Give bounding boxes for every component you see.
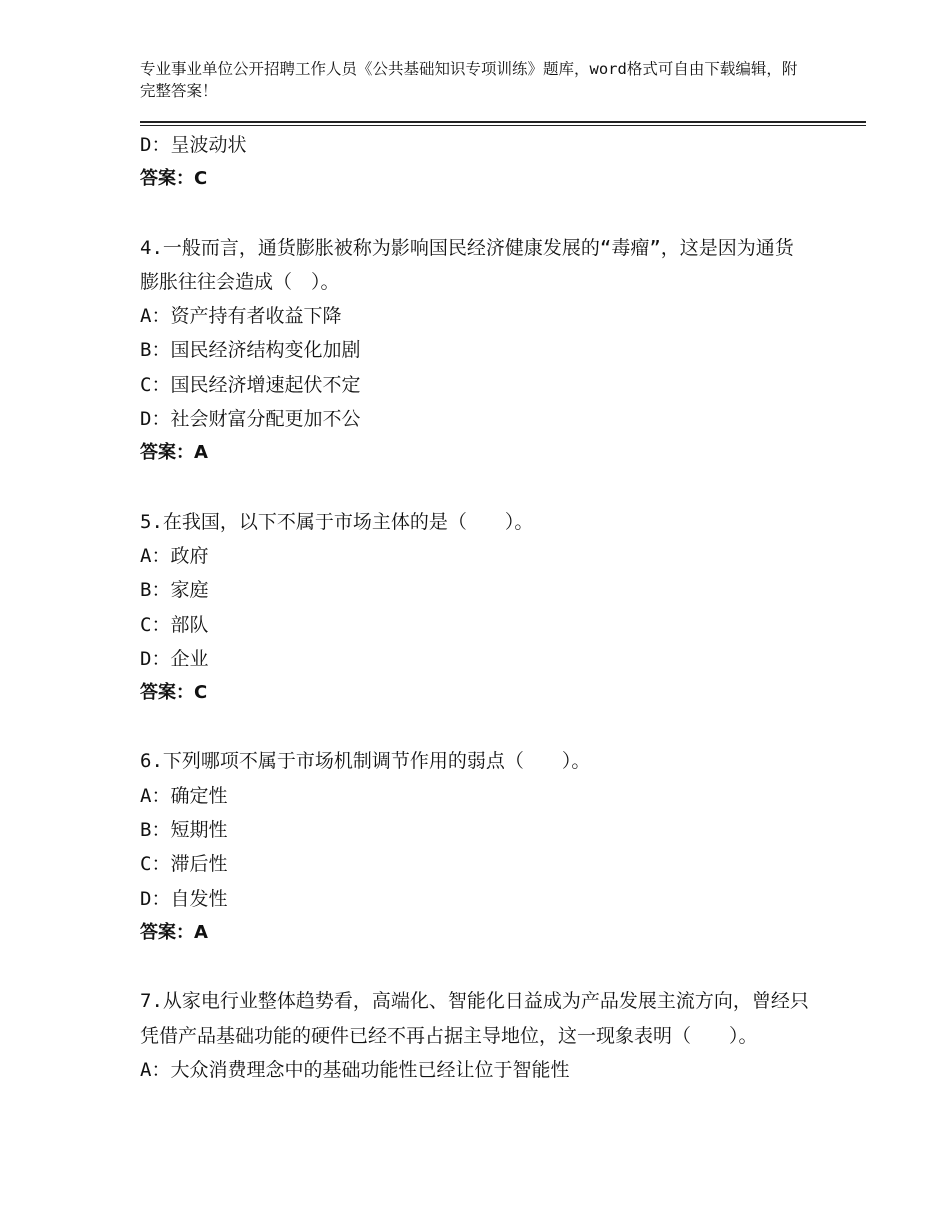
option-b: B：短期性 (140, 819, 228, 842)
option-d: D：企业 (140, 647, 209, 670)
option-a: A：资产持有者收益下降 (140, 305, 342, 328)
option-a: A：确定性 (140, 784, 228, 807)
option-a: A：大众消费理念中的基础功能性已经让位于智能性 (140, 1058, 570, 1081)
question-6 (140, 744, 810, 950)
header-divider-thick (140, 121, 866, 123)
question-7 (140, 984, 810, 1087)
answer-label: 答案：C (140, 682, 208, 704)
option-d: D：自发性 (140, 887, 228, 910)
answer-label: 答案：A (140, 442, 208, 464)
question-stem: 7.从家电行业整体趋势看，高端化、智能化日益成为产品发展主流方向，曾经只凭借产品基础功能的硬件已经不再占据主导地位，这一现象表明（ ）。 (140, 990, 809, 1047)
question-stem: 4.一般而言，通货膨胀被称为影响国民经济健康发展的“毒瘤”，这是因为通货膨胀往往会造成（ ）。 (140, 236, 794, 293)
option-b: B：国民经济结构变化加剧 (140, 339, 361, 362)
option-a: A：政府 (140, 544, 209, 567)
question-list (140, 128, 810, 1087)
answer-label: 答案：A (140, 921, 208, 943)
option-c: C：部队 (140, 613, 209, 636)
header-text: 专业事业单位公开招聘工作人员《公共基础知识专项训练》题库，word格式可自由下载编辑，附完整答案！ (140, 60, 798, 100)
page-header (140, 58, 810, 102)
option-d: D：社会财富分配更加不公 (140, 408, 361, 431)
option-c: C：国民经济增速起伏不定 (140, 373, 361, 396)
option-d: D：呈波动状 (140, 134, 247, 156)
option-c: C：滞后性 (140, 853, 228, 876)
question-5 (140, 505, 810, 711)
question-4 (140, 231, 810, 471)
question-stem: 5.在我国，以下不属于市场主体的是（ ）。 (140, 510, 534, 533)
answer-label: 答案：C (140, 168, 208, 190)
question-3-fragment (140, 128, 810, 197)
option-b: B：家庭 (140, 579, 209, 602)
question-stem: 6.下列哪项不属于市场机制调节作用的弱点（ ）。 (140, 750, 591, 773)
header-divider-thin (140, 125, 866, 126)
